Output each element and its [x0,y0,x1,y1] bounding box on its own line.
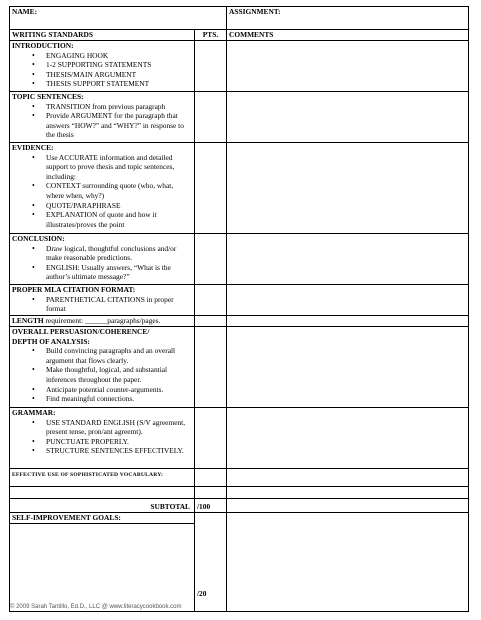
grammar-pts[interactable] [195,408,227,469]
row-introduction [10,41,469,92]
self-improvement-title: SELF-IMPROVEMENT GOALS: [10,513,195,524]
vocabulary-comments[interactable] [227,469,469,487]
row-self-improvement-title [10,513,469,524]
blank-pts[interactable] [195,487,227,499]
topic-sentences-list [12,102,192,140]
list-item: • THESIS/MAIN ARGUMENT [46,70,192,80]
topic-sentences-pts[interactable] [195,92,227,143]
list-item: • USE STANDARD ENGLISH (S/V agreement, present tense, pron/ant agreemt). [46,418,192,437]
introduction-title: INTRODUCTION: [12,41,74,50]
list-item: • QUOTE/PARAPHRASE [46,201,192,211]
list-item: • PARENTHETICAL CITATIONS in proper format [46,295,192,314]
introduction-cell [10,41,195,92]
topic-sentences-cell [10,92,195,143]
pts-header: PTS. [195,30,227,41]
grammar-list [12,418,192,456]
vocabulary-pts[interactable] [195,469,227,487]
row-length [10,316,469,327]
grammar-title: GRAMMAR: [12,408,56,417]
length-text: requirement: ______paragraphs/pages. [43,316,161,325]
conclusion-comments[interactable] [227,234,469,285]
conclusion-title: CONCLUSION: [12,234,65,243]
row-topic-sentences [10,92,469,143]
list-item: • PUNCTUATE PROPERLY. [46,437,192,447]
topic-sentences-title: TOPIC SENTENCES: [12,92,84,101]
evidence-comments[interactable] [227,143,469,234]
rubric-sheet [9,6,468,612]
list-item: • Build convincing paragraphs and an overall argument that flows clearly. [46,346,192,365]
evidence-title: EVIDENCE: [12,143,54,152]
topic-sentences-comments[interactable] [227,92,469,143]
mla-cell [10,285,195,316]
row-conclusion [10,234,469,285]
list-item: • EXPLANATION of quote and how it illustrates/proves the point [46,210,192,229]
persuasion-comments[interactable] [227,327,469,408]
blank-comments[interactable] [227,487,469,499]
list-item: • TRANSITION from previous paragraph [46,102,192,112]
row-grammar [10,408,469,469]
self-improvement-points[interactable] [195,524,227,612]
mla-title: PROPER MLA CITATION FORMAT: [12,285,136,294]
conclusion-list [12,244,192,282]
rubric-table [9,6,469,612]
persuasion-pts[interactable] [195,327,227,408]
subtotal-comments[interactable] [227,499,469,513]
length-comments[interactable] [227,316,469,327]
list-item: • Provide ARGUMENT for the paragraph that answers “HOW?” and “WHY?” in response to the thesis [46,111,192,140]
row-blank [10,487,469,499]
conclusion-pts[interactable] [195,234,227,285]
list-item: • 1-2 SUPPORTING STATEMENTS [46,60,192,70]
name-field[interactable] [10,7,227,30]
blank-cell [10,487,195,499]
list-item: • CONTEXT surrounding quote (who, what, where when, why?) [46,181,192,200]
assignment-label: ASSIGNMENT: [229,7,281,16]
standards-header: WRITING STANDARDS [10,30,195,41]
length-cell [10,316,195,327]
assignment-field[interactable] [227,7,469,30]
evidence-list [12,153,192,230]
self-improvement-pts-top [195,513,227,524]
column-header-row [10,30,469,41]
row-self-improvement [10,524,469,612]
list-item: • Find meaningful connections. [46,394,192,404]
introduction-list [12,51,192,89]
grammar-cell [10,408,195,469]
row-evidence [10,143,469,234]
row-vocabulary [10,469,469,487]
mla-list [12,295,192,314]
persuasion-cell [10,327,195,408]
grammar-comments[interactable] [227,408,469,469]
list-item: • ENGLISH: Usually answers, “What is the author’s ultimate message?” [46,263,192,282]
list-item: • ENGAGING HOOK [46,51,192,61]
persuasion-title-line2: DEPTH OF ANALYSIS: [12,336,90,346]
introduction-pts[interactable] [195,41,227,92]
evidence-pts[interactable] [195,143,227,234]
introduction-comments[interactable] [227,41,469,92]
vocabulary-cell [10,469,195,487]
vocabulary-title: EFFECTIVE USE OF SOPHISTICATED VOCABULARY: [12,472,164,478]
list-item: • THESIS SUPPORT STATEMENT [46,79,192,89]
persuasion-list [12,346,192,404]
list-item: • STRUCTURE SENTENCES EFFECTIVELY. [46,446,192,456]
row-mla [10,285,469,316]
mla-comments[interactable] [227,285,469,316]
self-improvement-comments-top [227,513,469,524]
mla-pts[interactable] [195,285,227,316]
list-item: • Anticipate potential counter-arguments. [46,385,192,395]
persuasion-title-line1: OVERALL PERSUASION/COHERENCE/ [12,327,150,336]
conclusion-cell [10,234,195,285]
list-item: • Use ACCURATE information and detailed support to prove thesis and topic sentences, including: [46,153,192,182]
comments-header: COMMENTS [227,30,469,41]
subtotal-points[interactable]: /100 [195,499,227,513]
self-improvement-comments[interactable] [227,524,469,612]
subtotal-label: SUBTOTAL [10,499,195,513]
name-label: NAME: [12,7,38,16]
length-pts[interactable] [195,316,227,327]
evidence-cell [10,143,195,234]
length-title: LENGTH [12,316,44,325]
list-item: • Make thoughtful, logical, and substantial inferences throughout the paper. [46,365,192,384]
self-improvement-points-label: /20 [197,589,207,599]
row-persuasion [10,327,469,408]
self-improvement-goals-area[interactable] [10,524,195,612]
header-row [10,7,469,30]
list-item: • Draw logical, thoughtful conclusions and/or make reasonable predictions. [46,244,192,263]
copyright-footer: © 2009 Sarah Tantillo, Ed.D., LLC @ www.literacycookbook.com [10,604,182,610]
row-subtotal [10,499,469,513]
